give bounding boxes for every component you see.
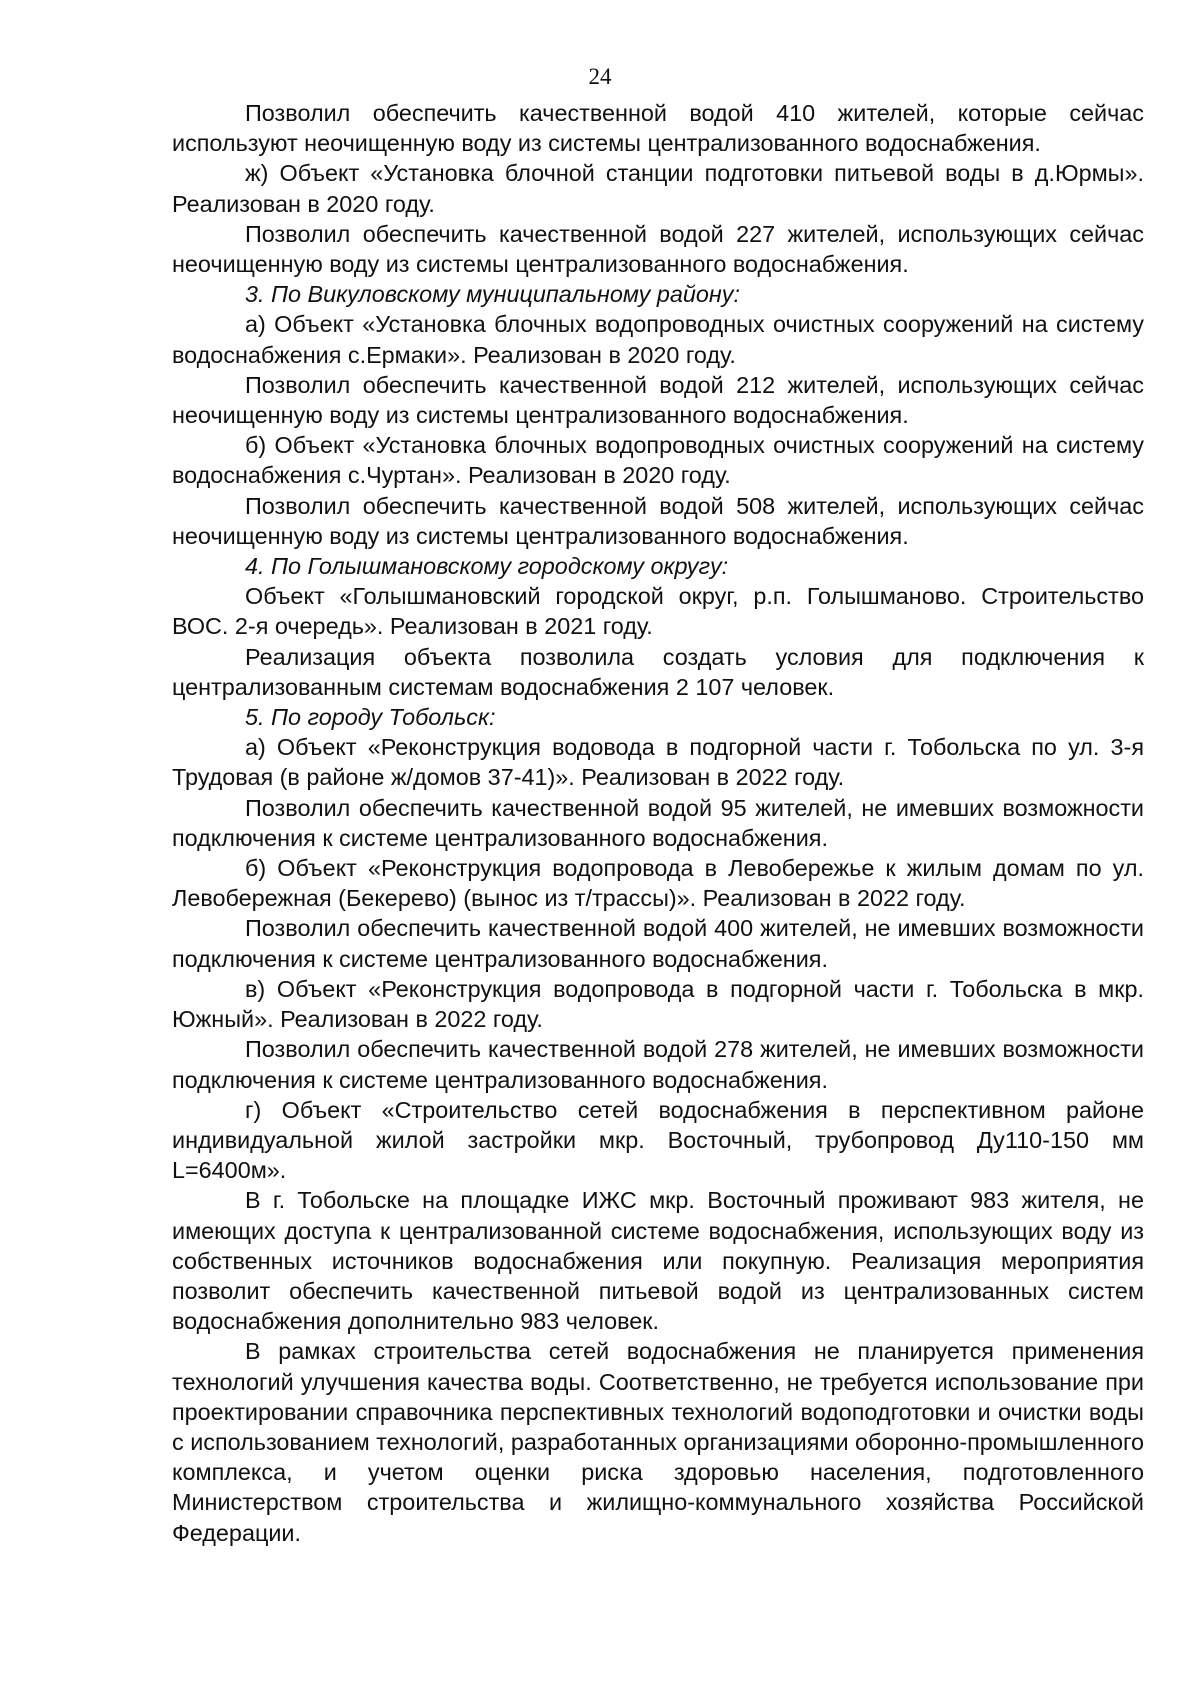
paragraph: б) Объект «Установка блочных водопроводных очистных сооружений на систему водоснабжения с.Чуртан». Реализован в 2020 году. <box>172 432 1144 489</box>
paragraph: Реализация объекта позволила создать условия для подключения к централизованным системам водоснабжения 2 107 человек. <box>172 643 1144 700</box>
paragraph: В рамках строительства сетей водоснабжения не планируется применения технологий улучшения качества воды. Соответственно, не требуется использование при проектировании справочника перспективных технологий водоподготовки и очистки воды с использованием технологий, разработанных организациями оборонно-промышленного комплекса, и учетом оценки риска здоровью населения, подготовленного Министерством строительства и жилищно-коммунального хозяйства Российской Федерации. <box>172 1338 1144 1546</box>
paragraph: ж) Объект «Установка блочной станции подготовки питьевой воды в д.Юрмы». Реализован в 2020 году. <box>172 160 1144 217</box>
section-heading: 4. По Голышмановскому городскому округу: <box>245 553 729 580</box>
paragraph: в) Объект «Реконструкция водопровода в подгорной части г. Тобольска в мкр. Южный». Реализован в 2022 году. <box>172 975 1144 1033</box>
section-heading: 5. По городу Тобольск: <box>245 704 496 731</box>
paragraph: а) Объект «Установка блочных водопроводных очистных сооружений на систему водоснабжения с.Ермаки». Реализован в 2020 году. <box>172 311 1144 368</box>
section-heading: 3. По Викуловскому муниципальному району: <box>245 281 740 308</box>
paragraph: Позволил обеспечить качественной водой 227 жителей, использующих сейчас неочищенную воду из системы централизованного водоснабжения. <box>172 220 1144 278</box>
paragraph: а) Объект «Реконструкция водовода в подгорной части г. Тобольска по ул. 3-я Трудовая (в районе ж/домов 37-41)». Реализован в 2022 году. <box>172 734 1144 791</box>
page-number: 24 <box>588 64 612 89</box>
paragraph: Позволил обеспечить качественной водой 508 жителей, использующих сейчас неочищенную воду из системы централизованного водоснабжения. <box>172 492 1144 549</box>
paragraph: Позволил обеспечить качественной водой 400 жителей, не имевших возможности подключения к системе централизованного водоснабжения. <box>172 915 1144 972</box>
paragraph: Позволил обеспечить качественной водой 95 жителей, не имевших возможности подключения к системе централизованного водоснабжения. <box>172 794 1144 851</box>
paragraph: б) Объект «Реконструкция водопровода в Левобережье к жилым домам по ул. Левобережная (Бекерево) (вынос из т/трассы)». Реализован в 2022 году. <box>172 855 1144 912</box>
paragraph: Объект «Голышмановский городской округ, р.п. Голышманово. Строительство ВОС. 2-я очередь». Реализован в 2021 году. <box>172 583 1144 640</box>
paragraph: Позволил обеспечить качественной водой 410 жителей, которые сейчас используют неочищенную воду из системы централизованного водоснабжения. <box>172 100 1144 157</box>
document-body <box>172 98 1144 1548</box>
paragraph: Позволил обеспечить качественной водой 212 жителей, использующих сейчас неочищенную воду из системы централизованного водоснабжения. <box>172 371 1144 429</box>
paragraph: В г. Тобольске на площадке ИЖС мкр. Восточный проживают 983 жителя, не имеющих доступа к централизованной системе водоснабжения, использующих воду из собственных источников водоснабжения или покупную. Реализация мероприятия позволит обеспечить качественной питьевой водой из централизованных систем водоснабжения дополнительно 983 человек. <box>172 1187 1144 1335</box>
paragraph: Позволил обеспечить качественной водой 278 жителей, не имевших возможности подключения к системе централизованного водоснабжения. <box>172 1036 1144 1093</box>
paragraph: г) Объект «Строительство сетей водоснабжения в перспективном районе индивидуальной жилой застройки мкр. Восточный, трубопровод Ду110-150 мм L=6400м». <box>172 1096 1144 1184</box>
